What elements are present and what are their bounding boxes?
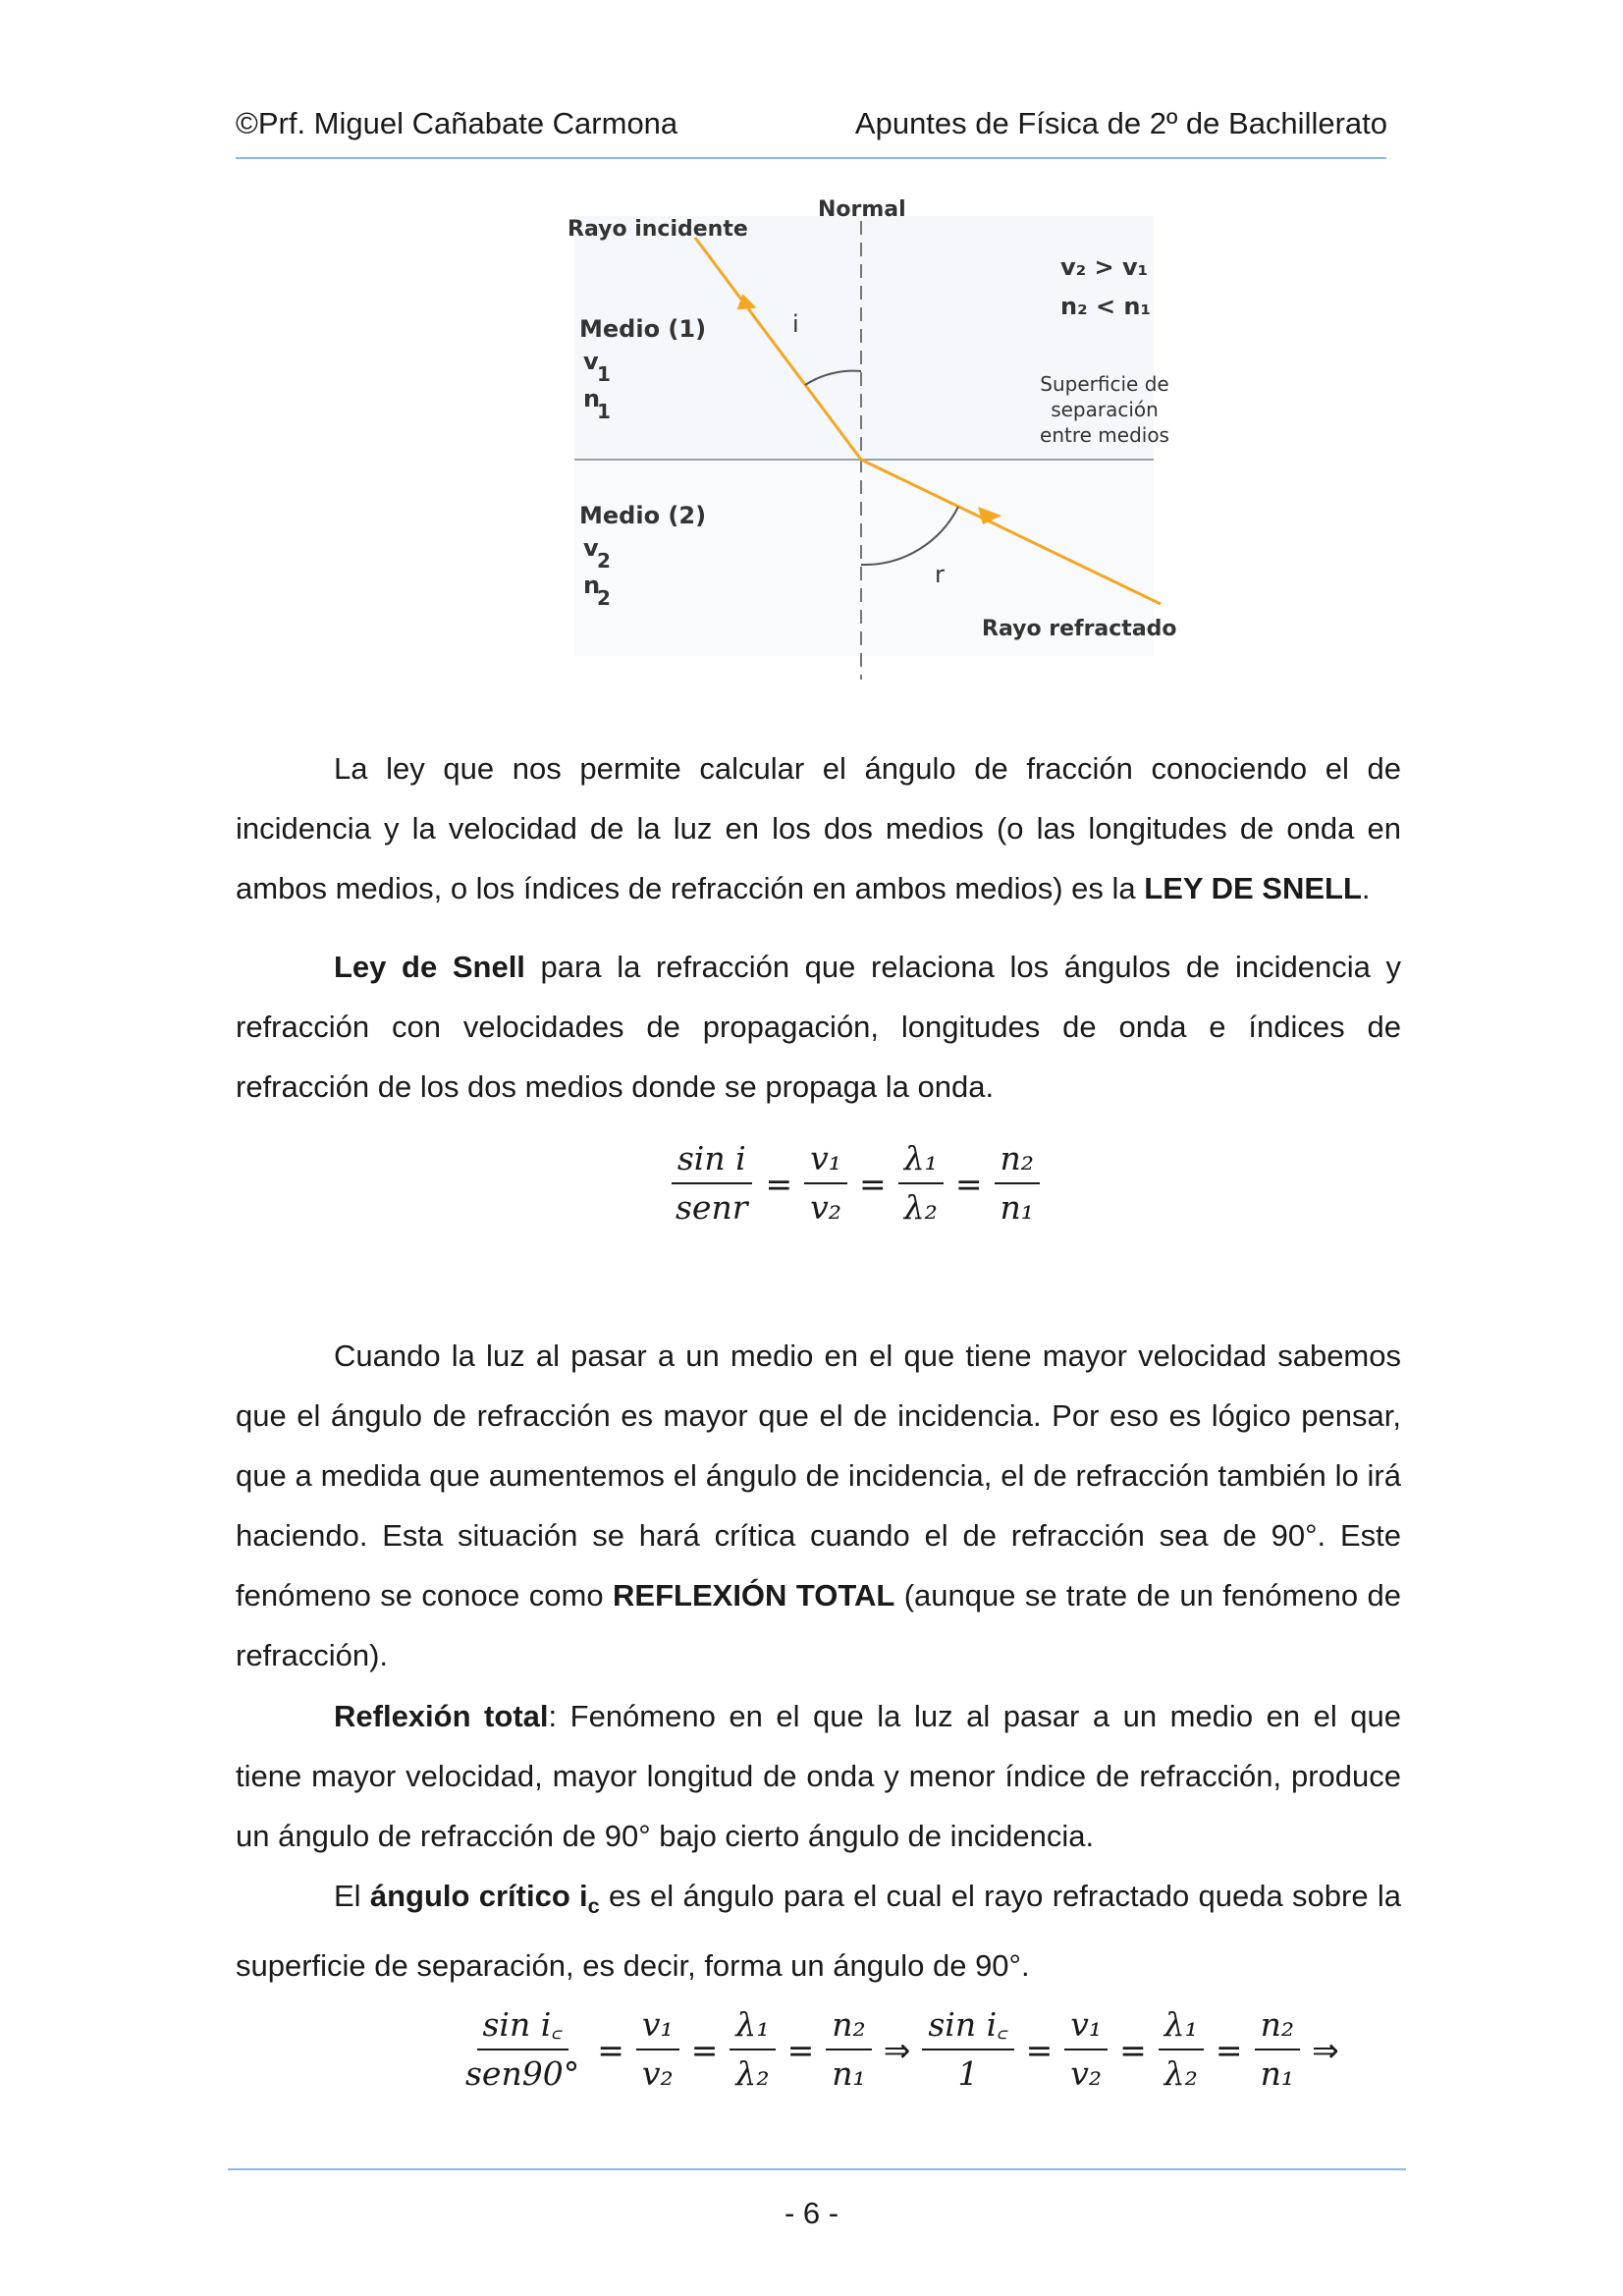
label-medio1: Medio (1) — [579, 315, 707, 343]
formula2-frac-v-b: $\frac{\text{v₁}}{\text{v₂}}$ — [1064, 2005, 1108, 2094]
p3-text-c: (aunque se trate de un fenómeno de refracción). — [236, 1578, 1402, 1672]
label-v1: v — [583, 348, 599, 375]
p4-text-b: : Fenómeno en el que la luz al pasar a un medio en el que tiene mayor velocidad, mayor longitud de onda y menor índice de refracción, produce un ángulo de refracción de 90° bajo cierto ángulo de incidencia. — [236, 1699, 1401, 1853]
p4-bold: Reflexión total — [334, 1699, 549, 1733]
p2-bold: Ley de Snell — [334, 950, 525, 984]
label-cond1: v₂ > v₁ — [1060, 253, 1149, 281]
label-rayo-refractado: Rayo refractado — [982, 617, 1177, 641]
p2-text-b: para la refracción que relaciona los ángulos de incidencia y refracción con velocidades de propagación, longitudes de onda e índices de refracción de los dos medios donde se propaga la onda. — [236, 950, 1401, 1104]
paragraph-snell-def — [236, 937, 1401, 1117]
formula2-frac-sin90: $\frac{\text{sin i꜀}}{\text{sen90°}}$ — [465, 2005, 580, 2093]
formula2-frac-n-b: $\frac{\text{n₂}}{\text{n₁}}$ — [1255, 2005, 1300, 2094]
p1-bold: LEY DE SNELL — [1144, 871, 1362, 905]
label-n1: n — [583, 385, 601, 412]
formula2-frac-lambda-b: $\frac{\text{λ₁}}{\text{λ₂}}$ — [1159, 2005, 1204, 2094]
formula1-frac-n: $\frac{\text{n₂}}{\text{n₁}}$ — [995, 1139, 1040, 1228]
label-v1-sub: 1 — [597, 362, 611, 386]
footer-divider — [228, 2168, 1406, 2170]
label-n1-sub: 1 — [597, 400, 611, 423]
label-v2-sub: 2 — [597, 549, 611, 573]
label-cond2: n₂ < n₁ — [1060, 293, 1152, 320]
p1-text-c: . — [1361, 871, 1371, 905]
p5-text-a: El — [334, 1879, 370, 1913]
snell-formula: $\frac{\text{sin i}}{\text{senr}}$ = $\frac{\text{v₁}}{\text{v₂}}$ = $\frac{\text{λ₁}}{\text{λ₂}}$ = $\frac{\text{n₂}}{\text{n₁}}$ — [664, 1139, 1046, 1228]
label-superficie-3: entre medios — [1040, 423, 1169, 447]
paragraph-critical-angle — [236, 1866, 1401, 1995]
label-angle-i: i — [792, 310, 799, 338]
label-rayo-incidente: Rayo incidente — [568, 217, 748, 242]
page-header — [236, 98, 1387, 141]
label-angle-r: r — [935, 561, 945, 588]
header-title: Apuntes de Física de 2º de Bachillerato — [854, 106, 1387, 140]
critical-angle-formula: $\frac{\text{sin i꜀}}{\text{sen90°}}$ = $\frac{\text{v₁}}{\text{v₂}}$ = $\frac{\text{λ₁}}{\text{λ₂}}$ = $\frac{\text{n₂}}{\text{n₁}}$ ⇒ $\frac{\text{sin i꜀}}{1}$ = $\frac{\text{v₁}}{\text{v₂}}$ = $\frac{\text{λ₁}}{\text{λ₂}}$ = $\frac{\text{n₂}}{\text{n₁}}$ ⇒ — [454, 2005, 1345, 2094]
label-superficie-1: Superficie de — [1040, 372, 1169, 396]
paragraph-total-reflection-def — [236, 1686, 1401, 1866]
paragraph-snell-intro — [236, 738, 1401, 918]
formula2-frac-n: $\frac{\text{n₂}}{\text{n₁}}$ — [826, 2005, 871, 2094]
p3-text-a: Cuando la luz al pasar a un medio en el que tiene mayor velocidad sabemos que el ángulo de refracción es mayor que el de incidencia. Por eso es lógico pensar, que a medida que aumentemos el ángulo de incidencia, el de refracción también lo irá haciendo. Esta situación se hará crítica cuando el de refracción sea de 90°. Este fenómeno se conoce como — [236, 1339, 1401, 1613]
formula1-frac-v: $\frac{\text{v₁}}{\text{v₂}}$ — [804, 1139, 847, 1228]
label-superficie-2: separación — [1051, 398, 1159, 421]
p1-text-a: La ley que nos permite calcular el ángulo de fracción conociendo el de incidencia y la velocidad de la luz en los dos medios (o las longitudes de onda en ambos medios, o los índices de refracción en ambos medios) es la — [236, 751, 1401, 905]
paragraph-total-reflection-intro — [236, 1326, 1401, 1685]
p5-bold: ángulo crítico $i_c$ — [369, 1879, 600, 1919]
header-author: ©Prf. Miguel Cañabate Carmona — [236, 106, 678, 140]
p5-text-c: es el ángulo para el cual el rayo refractado queda sobre la superficie de separación, es decir, forma un ángulo de 90°. — [236, 1879, 1401, 1984]
label-normal: Normal — [818, 197, 906, 222]
label-v2: v — [583, 534, 599, 562]
label-n2: n — [583, 572, 601, 599]
label-medio2: Medio (2) — [579, 502, 707, 529]
formula2-frac-lambda: $\frac{\text{λ₁}}{\text{λ₂}}$ — [730, 2005, 775, 2094]
label-n2-sub: 2 — [597, 586, 611, 610]
formula1-frac-sin: $\frac{\text{sin i}}{\text{senr}}$ — [670, 1139, 754, 1228]
p3-bold: REFLEXIÓN TOTAL — [613, 1578, 895, 1613]
formula2-frac-v: $\frac{\text{v₁}}{\text{v₂}}$ — [636, 2005, 679, 2094]
refraction-diagram — [550, 177, 1178, 697]
formula2-frac-sin1: $\frac{\text{sin i꜀}}{1}$ — [922, 2005, 1013, 2094]
page-number: - 6 - — [784, 2196, 839, 2230]
formula1-frac-lambda: $\frac{\text{λ₁}}{\text{λ₂}}$ — [898, 1139, 944, 1228]
header-divider — [236, 157, 1386, 159]
